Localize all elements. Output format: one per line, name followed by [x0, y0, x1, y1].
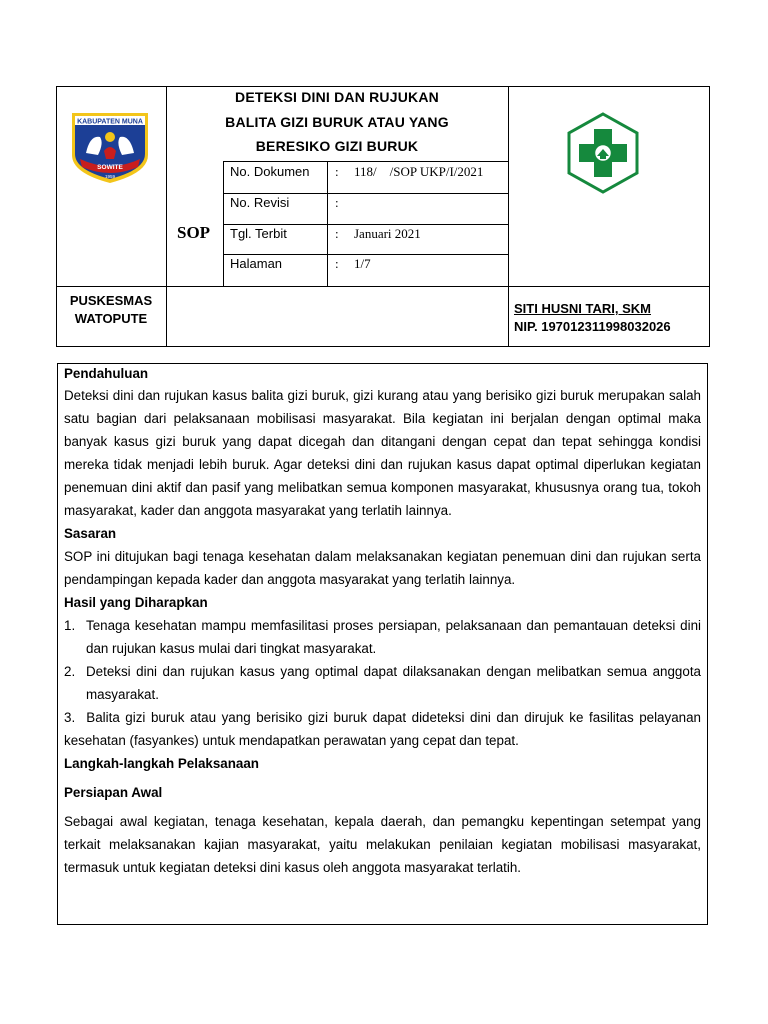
paragraph-pendahuluan: Deteksi dini dan rujukan kasus balita gizi buruk, gizi kurang atau yang berisiko gizi buruk merupakan salah satu bagian dari pelaksanaan mobilisasi masyarakat. Bila kegiatan ini berjalan dengan optimal maka banyak kasus gizi buruk yang dapat dicegah dan ditangani dengan cepat dan tepat sehingga kondisi mereka tidak menjadi lebih buruk. Agar deteksi dini dan rujukan kasus dapat optimal diperlukan kegiatan penemuan dini aktif dan pasif yang melibatkan semua komponen masyarakat, khususnya orang tua, tokoh masyarakat, kader dan anggota masyarakat yang terlatih lainnya. [64, 388, 701, 518]
heading-persiapan: Persiapan Awal [64, 785, 163, 800]
meta-label-dokumen: No. Dokumen [230, 164, 310, 179]
meta-value-dokumen: 118/ /SOP UKP/I/2021 [354, 164, 484, 179]
list-item-text: Tenaga kesehatan mampu memfasilitasi proses persiapan, pelaksanaan dan pemantauan deteksi dini dan rujukan kasus mulai dari tingkat masyarakat. [86, 618, 701, 656]
heading-langkah: Langkah-langkah Pelaksanaan [64, 756, 259, 771]
heading-pendahuluan: Pendahuluan [64, 366, 149, 381]
kabupaten-muna-emblem-icon [66, 107, 154, 187]
meta-label-revisi: No. Revisi [230, 195, 290, 210]
meta-value-halaman: 1/7 [354, 256, 371, 271]
meta-label-terbit: Tgl. Terbit [230, 226, 287, 241]
signer-block [514, 300, 671, 336]
content-box [57, 363, 708, 925]
heading-hasil: Hasil yang Diharapkan [64, 595, 208, 610]
signer-name: SITI HUSNI TARI, SKM [514, 301, 651, 316]
emblem-text-top: KABUPATEN MUNA [77, 118, 143, 126]
meta-sep-terbit: : [335, 226, 339, 241]
org-line-1: PUSKESMAS [69, 293, 153, 308]
title-line-1: DETEKSI DINI DAN RUJUKAN [235, 89, 439, 105]
emblem-text-banner: SOWITE [97, 164, 123, 171]
title-line-3: BERESIKO GIZI BURUK [255, 138, 419, 154]
meta-sep-halaman: : [335, 256, 339, 271]
signer-nip: NIP. 197012311998032026 [514, 319, 671, 334]
title-line-2: BALITA GIZI BURUK ATAU YANG [225, 114, 449, 130]
list-item [64, 660, 701, 706]
list-item-number: 1. [64, 618, 76, 633]
list-item [64, 614, 701, 660]
paragraph-sasaran: SOP ini ditujukan bagi tenaga kesehatan dalam melaksanakan kegiatan penemuan dini dan rujukan serta pendampingan kepada kader dan anggota masyarakat yang terlatih lainnya. [64, 549, 701, 587]
list-item-3: 3. Balita gizi buruk atau yang berisiko gizi buruk dapat dideteksi dini dan dirujuk ke fasilitas pelayanan kesehatan (fasyankes) untuk mendapatkan perawatan yang cepat dan tepat. [64, 710, 705, 748]
emblem-text-year: 1959 [104, 174, 116, 179]
paragraph-persiapan: Sebagai awal kegiatan, tenaga kesehatan, kepala daerah, dan pemangku kepentingan setempat yang terkait melaksanakan kajian masyarakat, yaitu melakukan penilaian kegiatan mobilisasi masyarakat, termasuk untuk kegiatan deteksi dini kasus oleh anggota masyarakat terlatih. [64, 814, 701, 875]
organization-name [58, 292, 164, 328]
content-text [64, 364, 705, 879]
heading-sasaran: Sasaran [64, 526, 117, 541]
meta-sep-revisi: : [335, 195, 339, 210]
puskesmas-cross-icon [567, 112, 639, 194]
org-line-2: WATOPUTE [74, 311, 148, 326]
list-item-text: Deteksi dini dan rujukan kasus yang optimal dapat dilaksanakan dengan melibatkan semua anggota masyarakat. [86, 664, 701, 702]
meta-sep-dokumen: : [335, 164, 339, 179]
sop-label: SOP [177, 223, 211, 242]
meta-label-halaman: Halaman [230, 256, 283, 271]
list-item-number: 2. [64, 664, 76, 679]
meta-value-terbit: Januari 2021 [354, 226, 421, 241]
